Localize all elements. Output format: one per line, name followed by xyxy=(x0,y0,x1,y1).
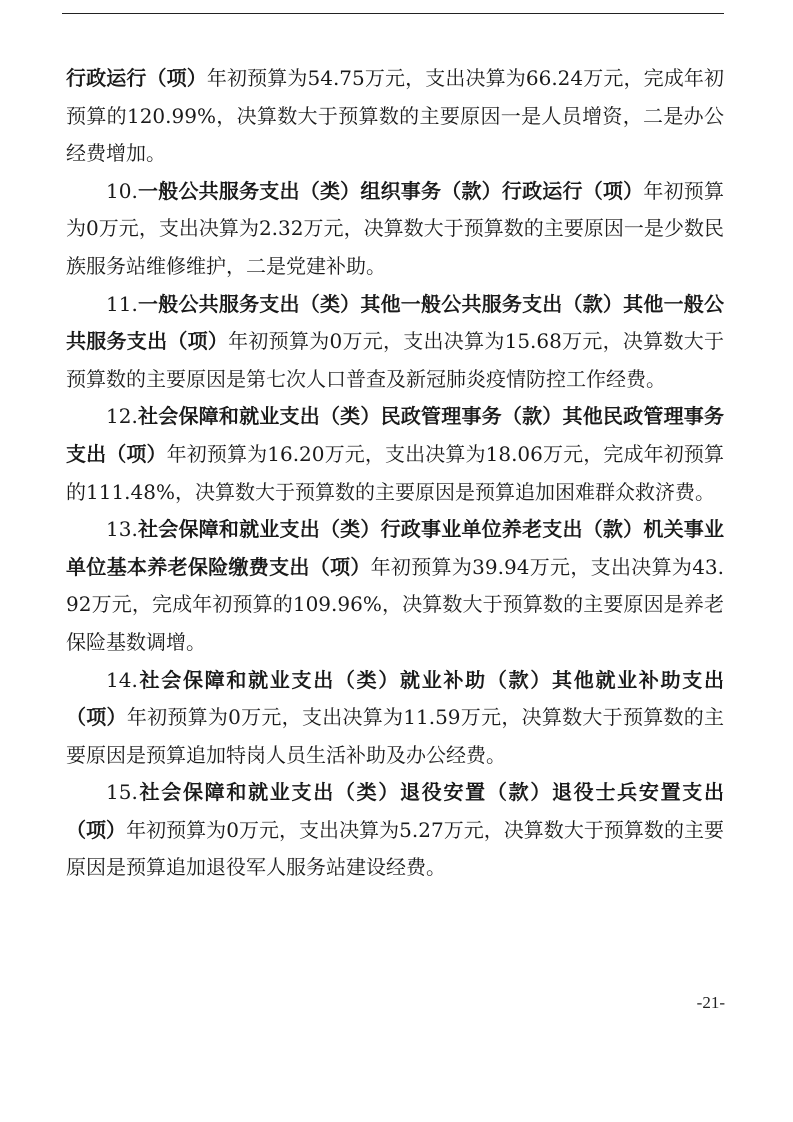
item-number: 11. xyxy=(106,291,138,316)
item-heading: 行政运行（项） xyxy=(66,66,207,90)
item-heading: 一般公共服务支出（类）其他一般公共服务支出（款）其他一般公共服务支出（项） xyxy=(66,291,724,354)
paragraph-item-12 xyxy=(66,398,724,511)
item-body: 年初预算为0万元，支出决算为5.27万元，决算数大于预算数的主要原因是预算追加退役军人服务站建设经费。 xyxy=(66,817,724,880)
item-body: 年初预算为39.94万元，支出决算为43.92万元，完成年初预算的109.96%，决算数大于预算数的主要原因是养老保险基数调增。 xyxy=(66,554,725,654)
item-heading: 社会保障和就业支出（类）行政事业单位养老支出（款）机关事业单位基本养老保险缴费支出（项） xyxy=(66,517,724,579)
item-number: 13. xyxy=(106,517,138,542)
paragraph-item-13 xyxy=(66,511,724,661)
item-number: 12. xyxy=(106,404,138,429)
item-heading: 社会保障和就业支出（类）退役安置（款）退役士兵安置支出（项） xyxy=(66,780,724,842)
item-body: 年初预算为0万元，支出决算为2.32万元，决算数大于预算数的主要原因一是少数民族服务站维修维护，二是党建补助。 xyxy=(66,178,724,278)
item-number: 15. xyxy=(106,780,138,805)
item-number: 10. xyxy=(106,178,138,203)
paragraph-item-11 xyxy=(66,286,724,399)
paragraph-item-15 xyxy=(66,774,724,887)
item-body: 年初预算为54.75万元，支出决算为66.24万元，完成年初预算的120.99%，决算数大于预算数的主要原因一是人员增资，二是办公经费增加。 xyxy=(66,66,724,166)
item-heading: 社会保障和就业支出（类）就业补助（款）其他就业补助支出（项） xyxy=(66,667,724,730)
paragraph-continued xyxy=(66,60,724,173)
item-body: 年初预算为0万元，支出决算为15.68万元，决算数大于预算数的主要原因是第七次人口普查及新冠肺炎疫情防控工作经费。 xyxy=(66,329,724,391)
paragraph-item-14 xyxy=(66,662,724,775)
page-number: -21- xyxy=(696,993,725,1012)
paragraph-item-10 xyxy=(66,173,724,286)
item-heading: 社会保障和就业支出（类）民政管理事务（款）其他民政管理事务支出（项） xyxy=(66,404,724,466)
top-rule xyxy=(62,13,724,14)
item-body: 年初预算为16.20万元，支出决算为18.06万元，完成年初预算的111.48%，决算数大于预算数的主要原因是预算追加困难群众救济费。 xyxy=(66,441,724,504)
item-number: 14. xyxy=(106,667,138,692)
item-heading: 一般公共服务支出（类）组织事务（款）行政运行（项） xyxy=(137,178,644,203)
item-body: 年初预算为0万元，支出决算为11.59万元，决算数大于预算数的主要原因是预算追加特岗人员生活补助及办公经费。 xyxy=(66,705,725,767)
document-body xyxy=(66,60,724,887)
